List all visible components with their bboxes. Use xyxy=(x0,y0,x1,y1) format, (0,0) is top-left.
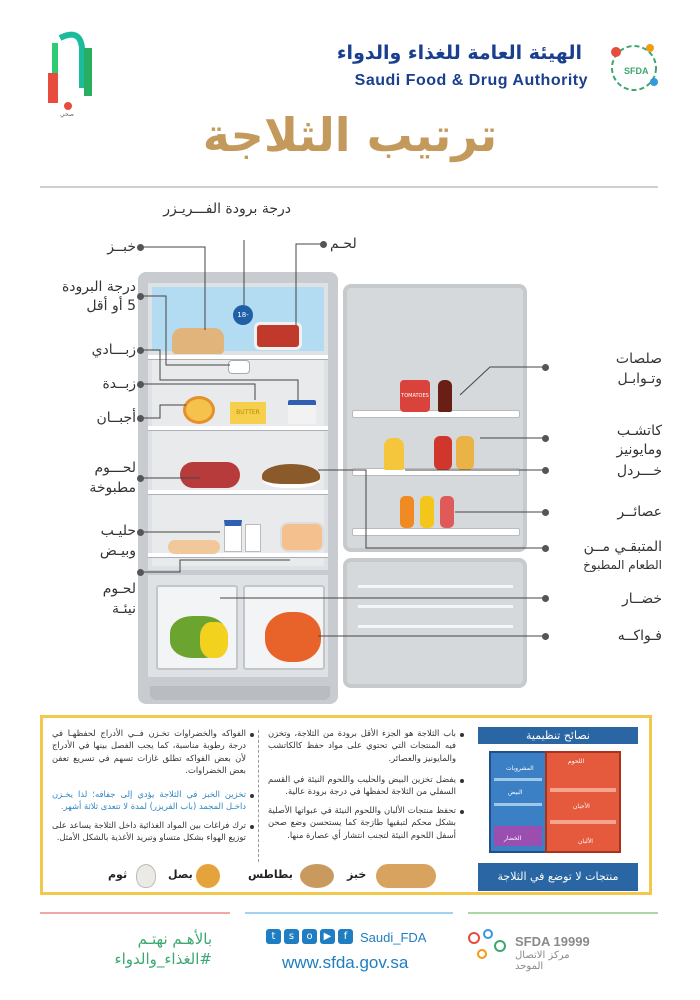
butter-icon: BUTTER xyxy=(230,402,266,424)
label-ketchup-2: ومايونيز xyxy=(616,442,662,458)
tip-text: يفضل تخزين البيض والحليب واللحوم النيئة في القسم السفلي من الثلاجة لحفظها في درجة برودة عالية. xyxy=(268,774,456,797)
label-mustard: خـــردل xyxy=(616,463,662,479)
bullet xyxy=(250,825,254,829)
leader-dot xyxy=(137,293,144,300)
leader-dot xyxy=(542,509,549,516)
diagram-label: البيض xyxy=(508,789,523,796)
garlic-icon xyxy=(136,864,156,888)
tips-divider xyxy=(258,730,259,862)
label-fridge-temp-2: 5 أو أقل xyxy=(86,298,136,314)
onion-icon xyxy=(196,864,220,888)
label-fruits: فـواكــه xyxy=(617,628,662,644)
not-in-fridge-item: بطاطس xyxy=(248,868,293,881)
organized-fridge-diagram xyxy=(488,748,628,858)
label-freezer-temp: درجة برودة الفـــريـزر xyxy=(163,201,291,217)
label-bread: خبــز xyxy=(107,239,136,255)
not-in-fridge-item: ثوم xyxy=(108,868,128,881)
label-butter: زبــدة xyxy=(102,376,136,392)
leader-dot xyxy=(137,381,144,388)
leader-dot xyxy=(542,467,549,474)
bullet xyxy=(250,733,254,737)
footer-divider xyxy=(40,912,230,914)
label-sauces-1: صلصات xyxy=(615,351,662,367)
leader-dot xyxy=(542,364,549,371)
label-vegetables: خضــار xyxy=(621,591,662,607)
leader-dot xyxy=(137,244,144,251)
diagram-label: اللحوم xyxy=(568,758,585,765)
label-juices: عصائــر xyxy=(617,504,662,520)
freezer-temp-icon: 18- xyxy=(233,305,253,325)
snapchat-icon[interactable]: s xyxy=(284,929,299,944)
label-cooked-meat-1: لحـــوم xyxy=(94,460,136,476)
tip-text: تحفظ منتجات الألبان واللحوم النيئة في عبواتها الأصلية بشكل محكم لتبقيها طازجة كما يستحسن وضع صحن أسفل اللحوم النيئة لتجنب انتشار أي عصارة منها. xyxy=(268,805,456,840)
instagram-icon[interactable]: o xyxy=(302,929,317,944)
diagram-label: المشروبات xyxy=(506,765,534,772)
leader-dot xyxy=(542,545,549,552)
leader-dot xyxy=(542,633,549,640)
call-center-logo xyxy=(466,928,510,962)
leader-dot xyxy=(137,529,144,536)
youtube-icon[interactable]: ▶ xyxy=(320,929,335,944)
website-link[interactable]: www.sfda.gov.sa xyxy=(282,953,409,972)
diagram-label: الألبان xyxy=(578,838,593,845)
svg-text:صحي: صحي xyxy=(60,111,74,118)
org-name-arabic: الهيئة العامة للغذاء والدواء xyxy=(336,42,582,64)
tomato-can-icon: TOMATOES xyxy=(400,380,430,412)
label-leftovers-2: الطعام المطبوخ xyxy=(583,558,662,572)
leader-dot xyxy=(137,569,144,576)
sfda-logo-text: SFDA xyxy=(624,66,649,76)
bullet xyxy=(460,733,464,737)
label-cheese: أجبــان xyxy=(96,410,136,426)
not-in-fridge-title: منتجات لا توضع في الثلاجة xyxy=(497,870,619,883)
potato-icon xyxy=(300,864,334,888)
tip-text: باب الثلاجة هو الجزء الأقل برودة من الثلاجة، وتخزن فيه المنتجات التي تحتوي على مواد حفظ كالكاتشب والمايونيز والعصائر. xyxy=(268,728,456,763)
leader-dot xyxy=(542,435,549,442)
not-in-fridge-item: بصل xyxy=(168,868,193,881)
label-milk-eggs-1: حليـب xyxy=(100,523,136,539)
social-handle[interactable]: Saudi_FDA xyxy=(360,930,427,945)
slogan: بالأهـم نهتـم xyxy=(137,930,212,948)
twitter-icon[interactable]: t xyxy=(266,929,281,944)
label-meat: لحـم xyxy=(330,236,357,252)
facebook-icon[interactable]: f xyxy=(338,929,353,944)
diagram-label: الخضار xyxy=(504,835,522,842)
footer-divider xyxy=(245,912,453,914)
tip-text: تخزين الخبز في الثلاجة يؤدي إلى جفافه؛ لذا يخـزن داخـل المجمد (باب الفريزر) لمدة لا تتعدى ثلاثة أشهر. xyxy=(52,789,246,812)
label-cooked-meat-2: مطبوخة xyxy=(89,480,136,496)
leader-dot xyxy=(137,415,144,422)
call-center-label: مركز الاتصال الموحد xyxy=(515,950,570,972)
tip-text: الفواكه والخضراوات تخـزن فــي الأدراج لحفظهـا في درجة رطوبة مناسبة، كما يجب الفصل بينها في الأدراج لأن بعض الفواكه تطلق غازات تسهم في تسريع تعفن بعض الخضراوات. xyxy=(52,728,246,776)
label-sauces-2: وتـوابـل xyxy=(617,371,662,387)
label-fridge-temp-1: درجة البرودة xyxy=(61,279,136,295)
bread-loaf-icon xyxy=(376,864,436,888)
bullet xyxy=(460,779,464,783)
leader-dot xyxy=(137,475,144,482)
footer-divider xyxy=(468,912,658,914)
label-yogurt: زبـــادي xyxy=(91,342,136,358)
label-leftovers-1: المتبقـي مــن xyxy=(583,539,662,555)
tip-text: ترك فراغات بين المواد الغذائية داخل الثلاجة يساعد على توزيع الهواء بشكل متساو وتبريد الأغذية بالشكل الأمثل. xyxy=(52,820,246,843)
label-ketchup-1: كاتشـب xyxy=(616,423,662,439)
tips-title: نصائح تنظيمية xyxy=(526,729,590,742)
not-in-fridge-item: خبز xyxy=(347,868,367,881)
bullet xyxy=(250,794,254,798)
leader-dot xyxy=(137,347,144,354)
diagram-label: الأجبان xyxy=(573,803,590,810)
hashtag[interactable]: #الغذاء_والدواء xyxy=(114,950,212,968)
call-center-number[interactable]: SFDA 19999 xyxy=(515,934,590,949)
label-milk-eggs-2: وبيـض xyxy=(99,543,136,559)
label-raw-meat-1: لحـوم xyxy=(102,581,136,597)
leader-dot xyxy=(542,595,549,602)
org-name-english: Saudi Food & Drug Authority xyxy=(354,72,588,89)
bullet xyxy=(460,810,464,814)
leader-dot xyxy=(320,241,327,248)
page-title: ترتيب الثلاجة xyxy=(202,108,498,162)
label-raw-meat-2: نيئـة xyxy=(112,601,136,617)
